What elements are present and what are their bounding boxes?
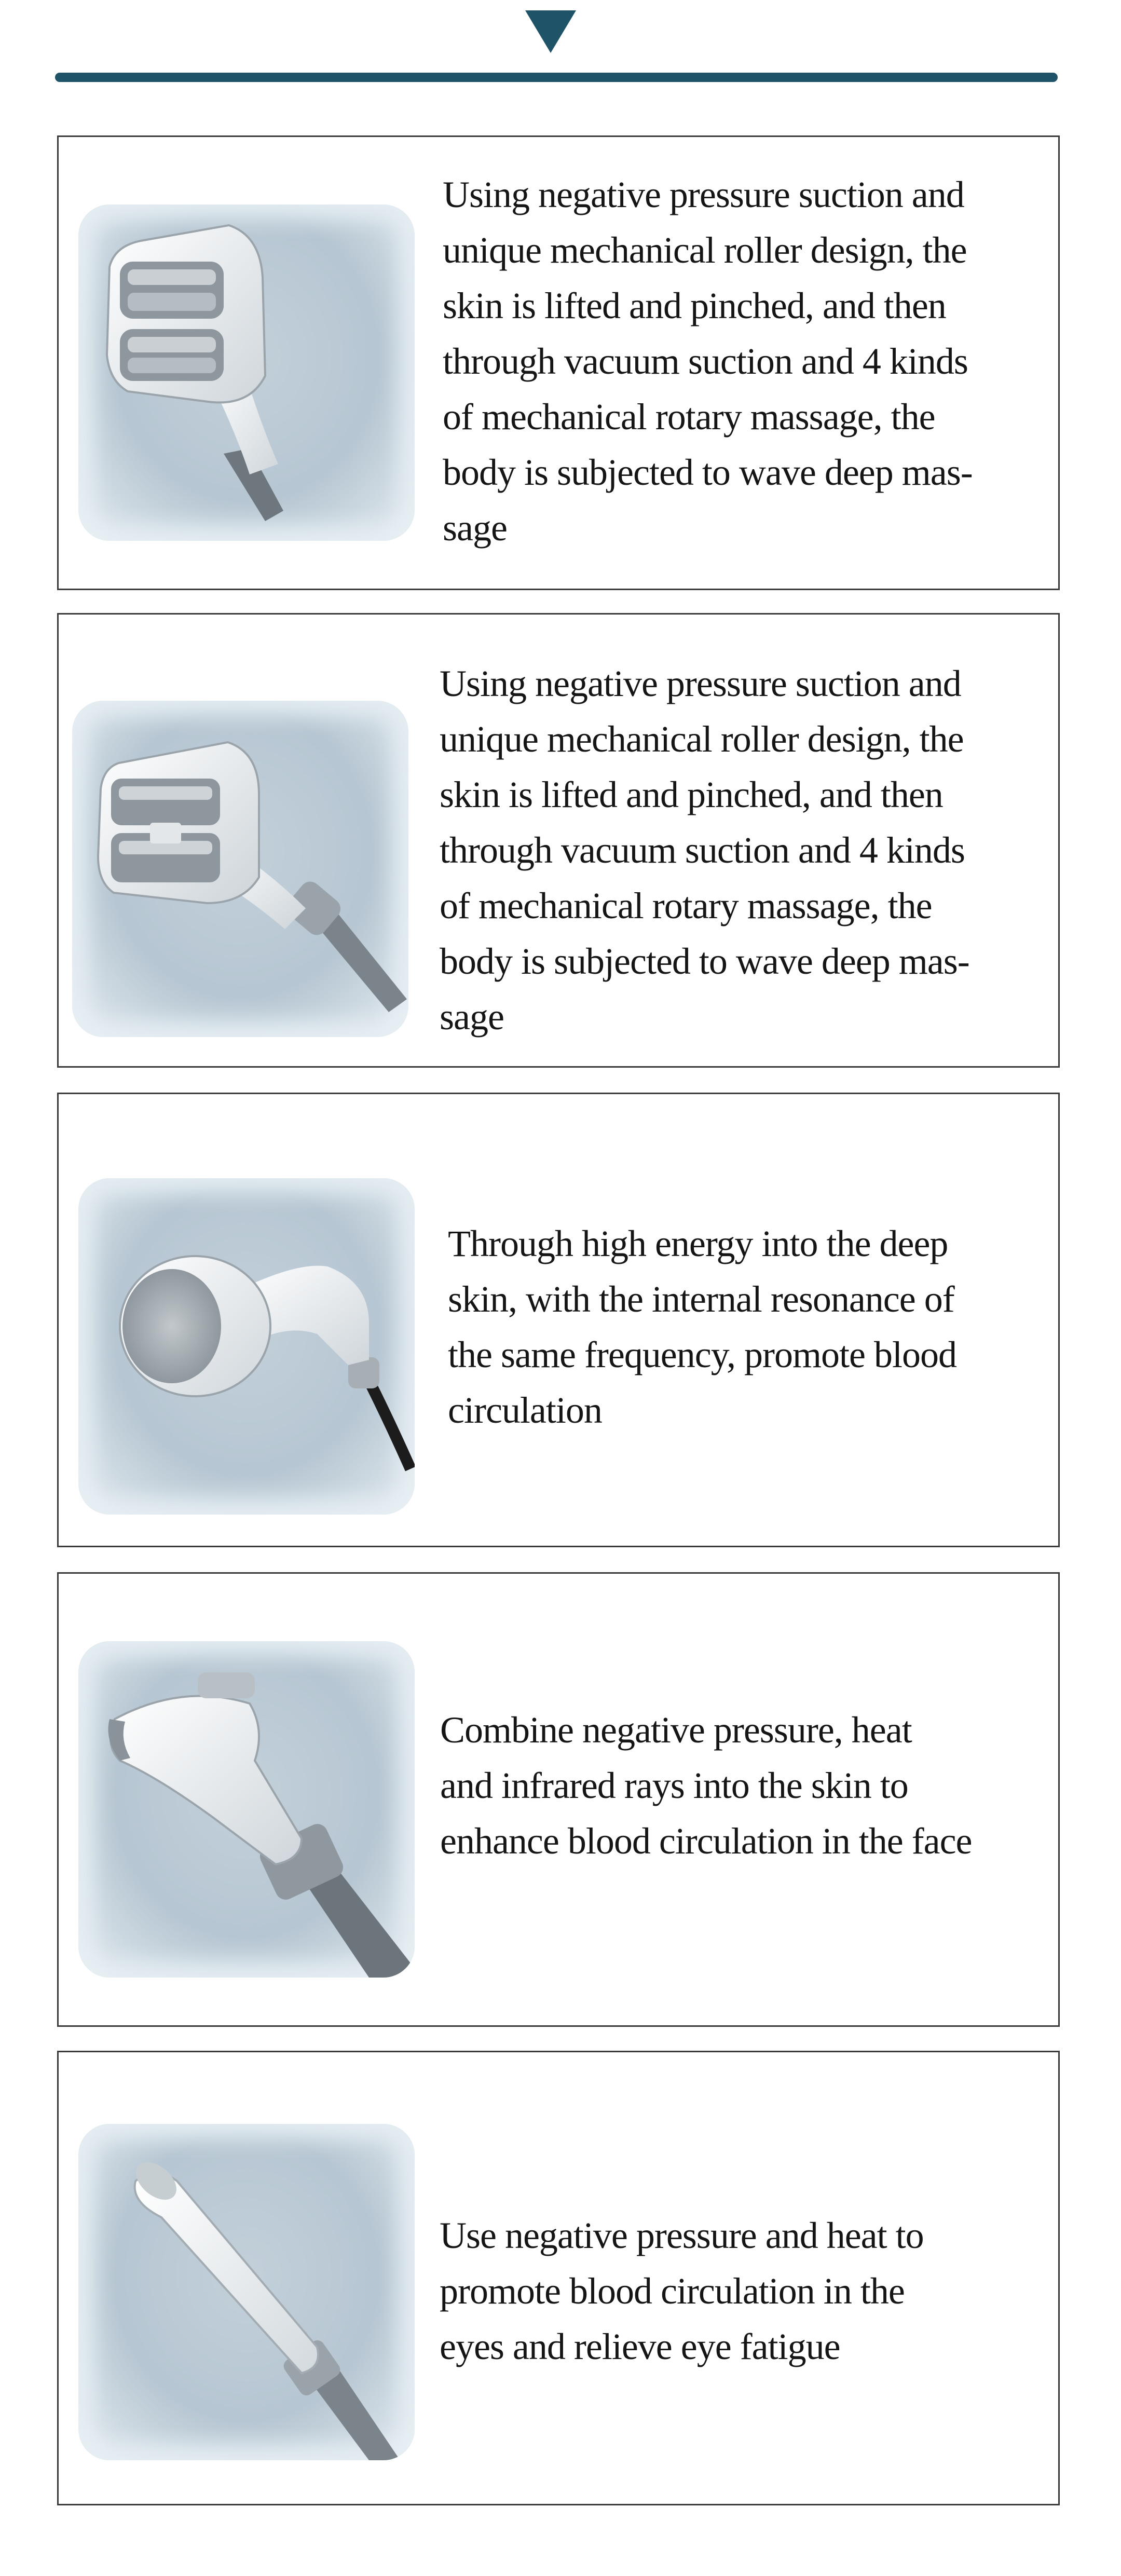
face-handpiece-icon xyxy=(78,1641,415,1978)
header-graphic xyxy=(0,0,1121,93)
divider-bar xyxy=(55,73,1058,82)
feature-description: Using negative pressure suction and unique mechanical roller design, the skin is lifted and pinched, and then through vacuum suction and 4 kinds of mechanical rotary massage, the body is subjected to wave deep mas- sage xyxy=(440,663,969,1038)
feature-description: Combine negative pressure, heat and infrared rays into the skin to enhance blood circulation in the face xyxy=(440,1709,972,1862)
feature-description: Using negative pressure suction and unique mechanical roller design, the skin is lifted and pinched, and then through vacuum suction and 4 kinds of mechanical rotary massage, the body is subjected to wave deep mas- sage xyxy=(443,174,973,549)
feature-description: Use negative pressure and heat to promote blood circulation in the eyes and relieve eye fatigue xyxy=(440,2215,924,2367)
device-photo xyxy=(78,1641,415,1978)
triangle-down-icon xyxy=(525,10,576,53)
double-roller-handpiece-icon xyxy=(78,205,415,541)
device-photo xyxy=(78,1178,415,1515)
round-rf-handpiece-icon xyxy=(78,1178,415,1515)
roller-head-handpiece-icon xyxy=(72,701,408,1037)
device-photo xyxy=(78,205,415,541)
feature-card-4 xyxy=(57,1572,1060,2027)
device-photo xyxy=(72,701,408,1037)
feature-card-5 xyxy=(57,2051,1060,2505)
feature-card-2 xyxy=(57,613,1060,1068)
eye-pen-handpiece-icon xyxy=(78,2124,415,2460)
feature-card-1 xyxy=(57,135,1060,590)
feature-description: Through high energy into the deep skin, with the internal resonance of the same frequency, promote blood circulation xyxy=(448,1223,956,1431)
device-photo xyxy=(78,2124,415,2460)
feature-card-3 xyxy=(57,1093,1060,1547)
header xyxy=(0,0,1121,93)
